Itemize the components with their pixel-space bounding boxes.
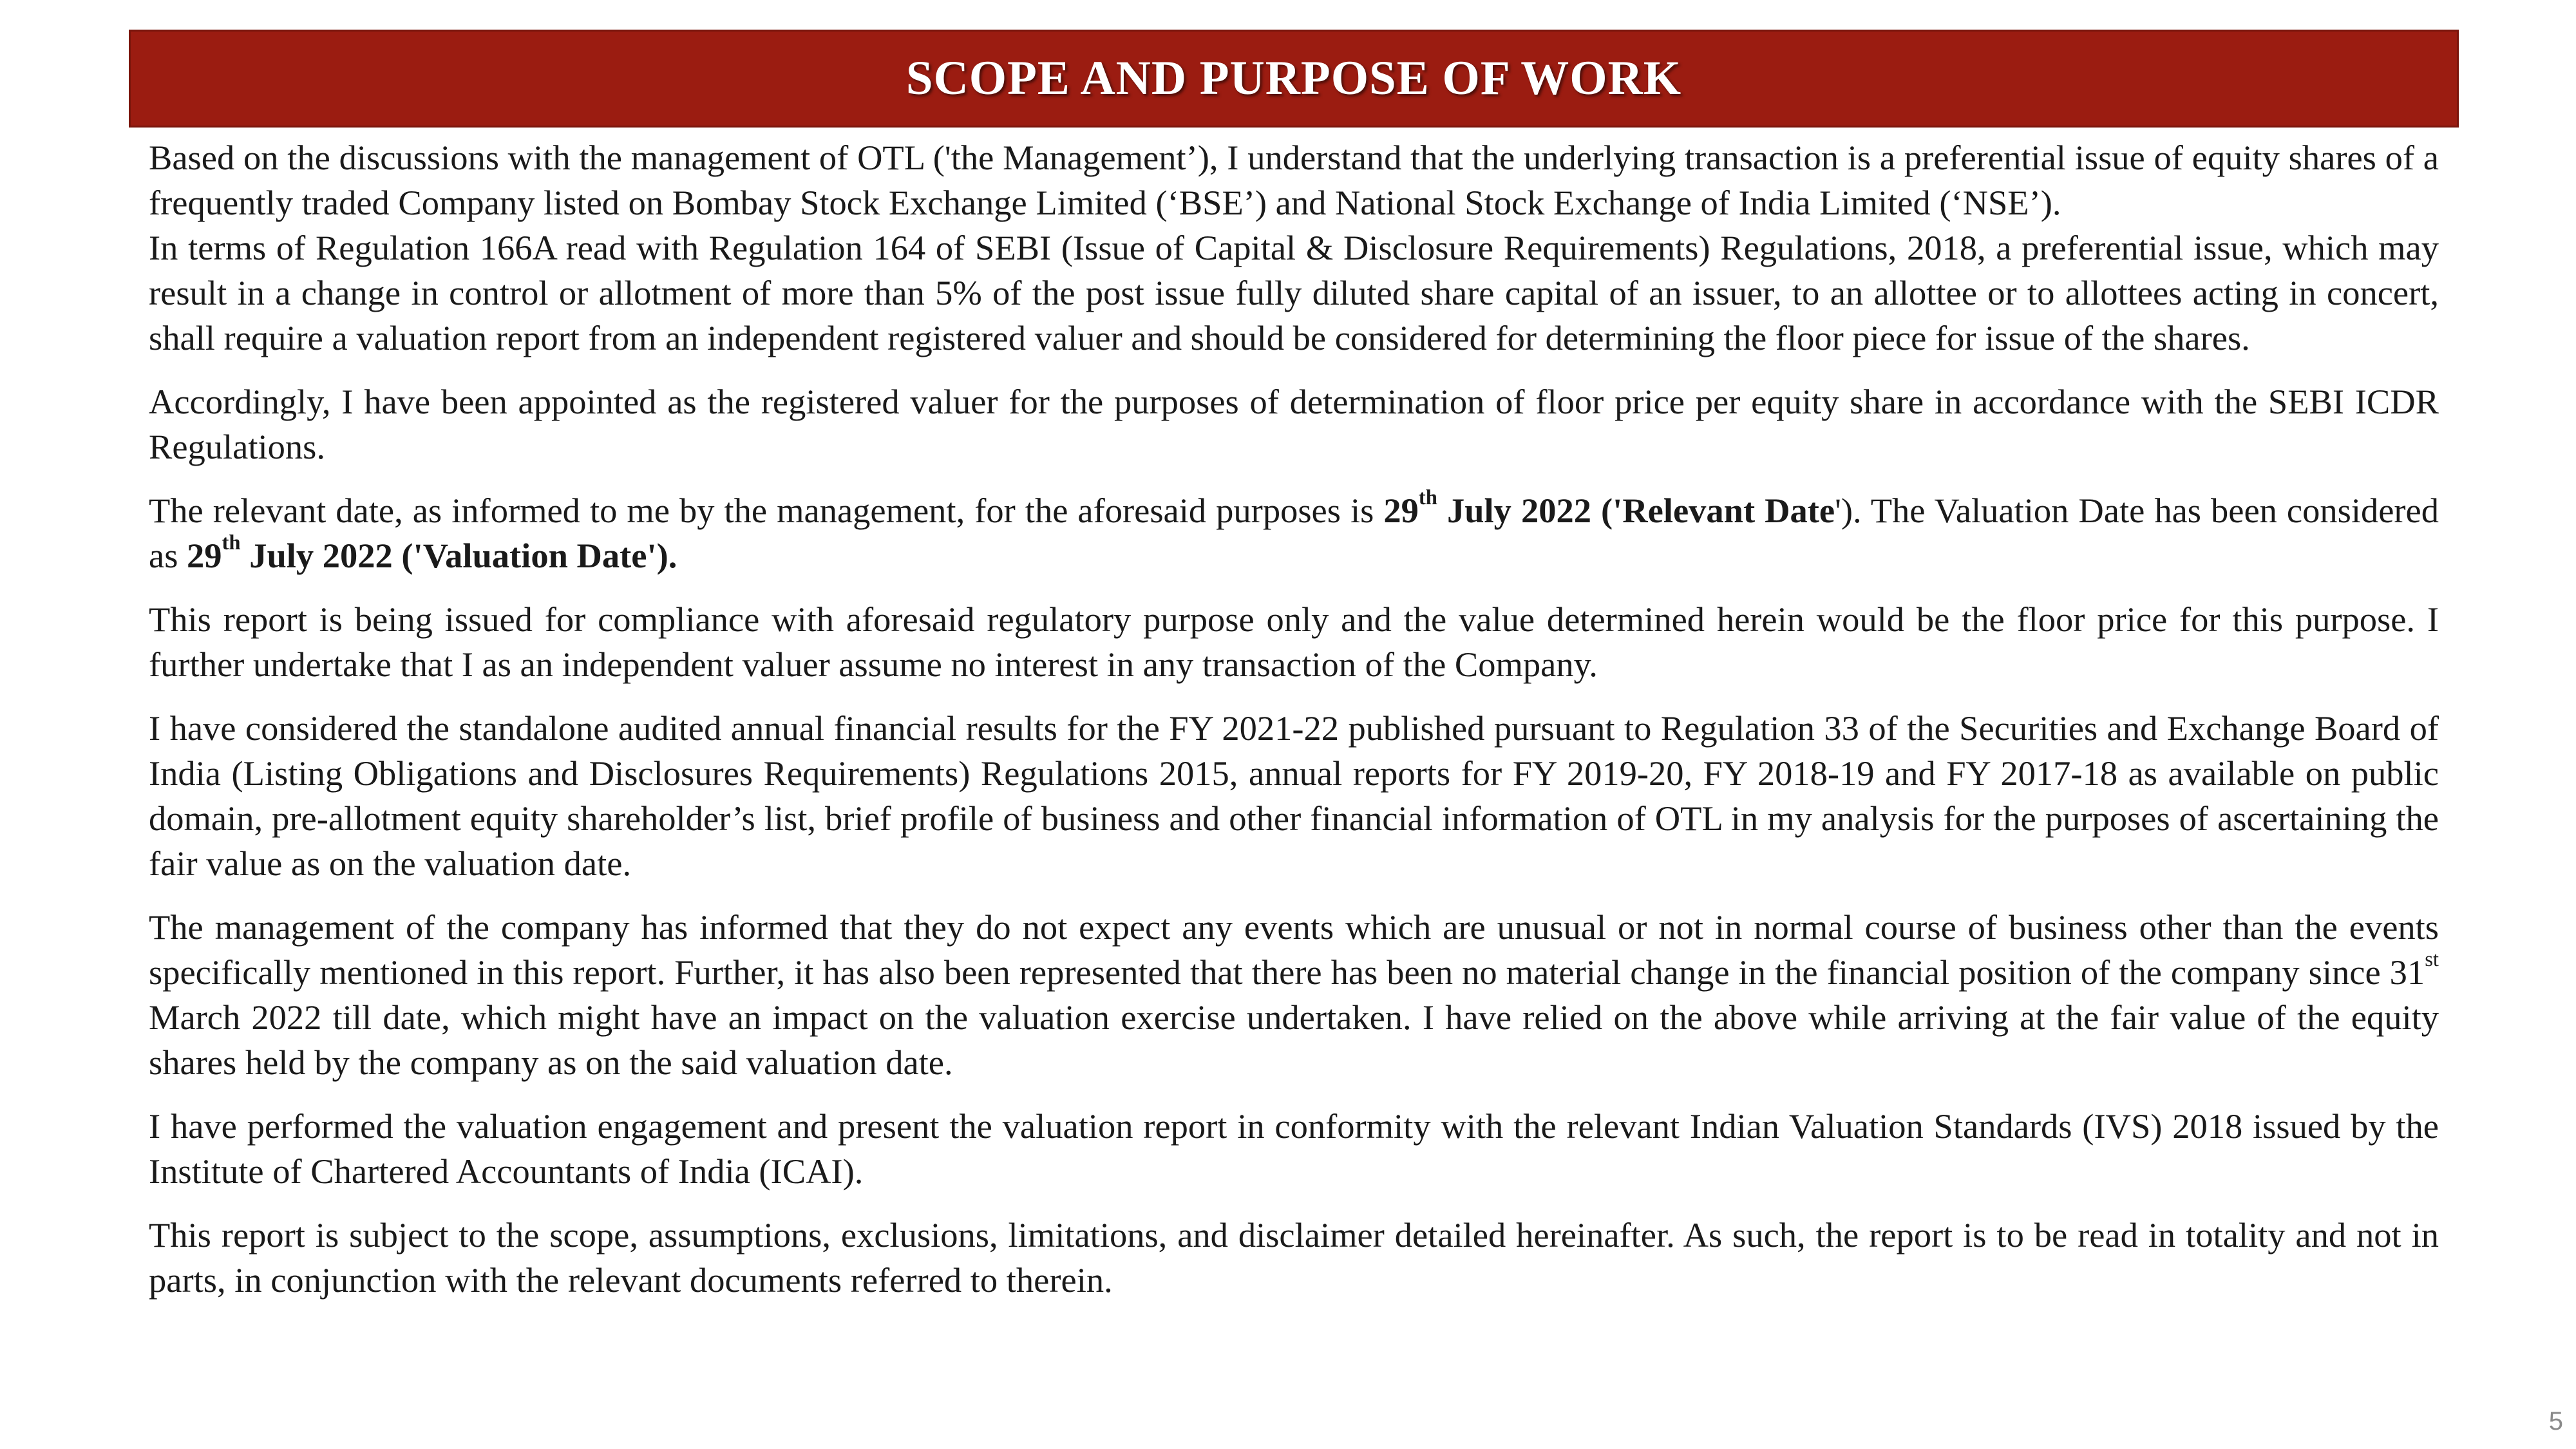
title-banner bbox=[129, 30, 2459, 128]
page-number: 5 bbox=[2548, 1407, 2563, 1435]
valuation-date-bold bbox=[187, 531, 677, 575]
management-info-text-1: The management of the company has informed that they do not expect any events which are unusual or not in normal course of business other than the events specifically mentioned in this report. Further, it has also been represented that there has been no material change in the financial position of the company since 31 bbox=[149, 907, 2439, 992]
paragraph-regulation: In terms of Regulation 166A read with Regulation 164 of SEBI (Issue of Capital & Disclosure Requirements) Regulations, 2018, a preferential issue, which may result in a change in control or allotment of more than 5% of the post issue fully diluted share capital of an issuer, to an allottee or to allottees acting in concert, shall require a valuation report from an independent registered valuer and should be considered for determining the floor piece for issue of the shares. bbox=[149, 228, 2439, 357]
management-info-text-2: March 2022 till date, which might have an impact on the valuation exercise undertaken. I have relied on the above while arriving at the fair value of the equity shares held by the company as on the said valuation date. bbox=[149, 998, 2439, 1082]
management-info-suffix: st bbox=[2425, 948, 2439, 972]
relevant-date-day: 29 bbox=[1383, 491, 1419, 530]
relevant-date-rest: July 2022 ('Relevant Date bbox=[1437, 491, 1835, 530]
paragraph-management-info bbox=[149, 905, 2439, 1085]
paragraph-relevant-date bbox=[149, 488, 2439, 578]
relevant-date-bold bbox=[1383, 486, 1835, 530]
paragraph-disclaimer: This report is subject to the scope, assumptions, exclusions, limitations, and disclaimer detailed hereinafter. As such, the report is to be read in totality and not in parts, in conjunction with the relevant documents referred to therein. bbox=[149, 1215, 2439, 1300]
page-title: SCOPE AND PURPOSE OF WORK bbox=[905, 52, 1682, 105]
valuation-date-day: 29 bbox=[187, 536, 222, 575]
valuation-date-rest: July 2022 ('Valuation Date'). bbox=[240, 536, 677, 575]
valuation-date-suffix: th bbox=[222, 531, 241, 555]
paragraph-compliance: This report is being issued for compliance with aforesaid regulatory purpose only and the value determined herein would be the floor price for this purpose. I further undertake that I as an independent valuer assume no interest in any transaction of the Company. bbox=[149, 600, 2439, 684]
paragraph-standards: I have performed the valuation engagement and present the valuation report in conformity with the relevant Indian Valuation Standards (IVS) 2018 issued by the Institute of Chartered Accountants of India (ICAI). bbox=[149, 1106, 2439, 1191]
relevant-date-suffix: th bbox=[1418, 486, 1437, 510]
relevant-date-text-2: '). The Valuation Date has been considered as bbox=[149, 491, 2439, 575]
paragraph-transaction: Based on the discussions with the management of OTL ('the Management’), I understand that the underlying transaction is a preferential issue of equity shares of a frequently traded Company listed on Bombay Stock Exchange Limited (‘BSE’) and National Stock Exchange of India Limited (‘NSE’). bbox=[149, 138, 2439, 222]
relevant-date-text-1: The relevant date, as informed to me by the management, for the aforesaid purposes is bbox=[149, 491, 1384, 530]
document-body bbox=[149, 135, 2439, 1321]
paragraph-sources: I have considered the standalone audited annual financial results for the FY 2021-22 published pursuant to Regulation 33 of the Securities and Exchange Board of India (Listing Obligations and Disclosures Requirements) Regulations 2015, annual reports for FY 2019-20, FY 2018-19 and FY 2017-18 as available on public domain, pre-allotment equity shareholder’s list, brief profile of business and other financial information of OTL in my analysis for the purposes of ascertaining the fair value as on the valuation date. bbox=[149, 708, 2439, 883]
paragraph-appointment: Accordingly, I have been appointed as the registered valuer for the purposes of determination of floor price per equity share in accordance with the SEBI ICDR Regulations. bbox=[149, 382, 2439, 466]
